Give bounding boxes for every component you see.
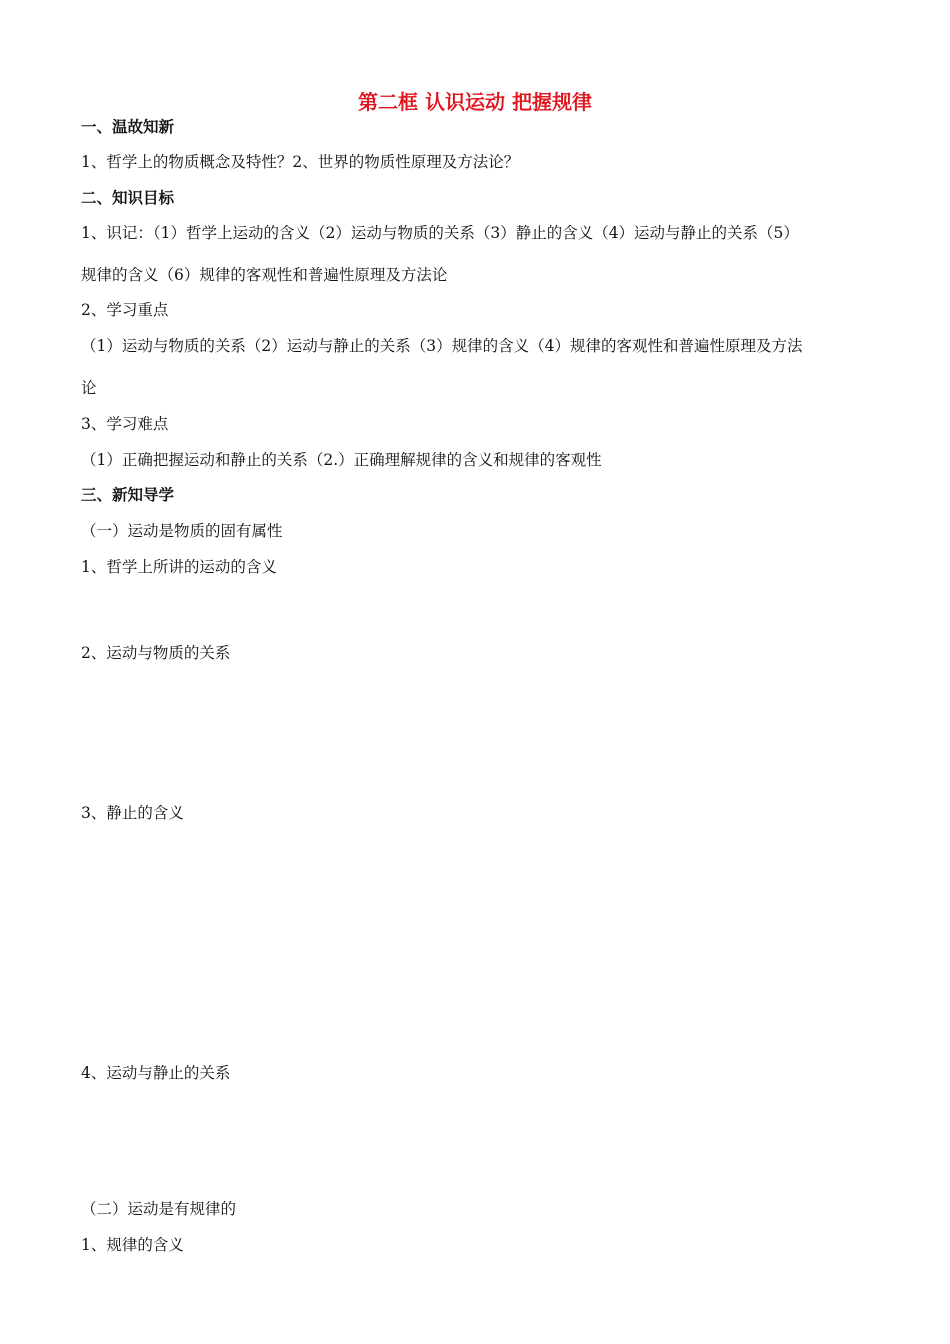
question-motion-rest: 4、运动与静止的关系 bbox=[81, 1064, 231, 1082]
key-points-line2: 论 bbox=[81, 379, 97, 397]
objective-memorize-line2: 规律的含义（6）规律的客观性和普遍性原理及方法论 bbox=[81, 266, 448, 284]
difficulties-label: 3、学习难点 bbox=[81, 415, 169, 433]
section-heading-objectives: 二、知识目标 bbox=[81, 189, 175, 207]
part2-title: （二）运动是有规律的 bbox=[81, 1200, 237, 1218]
key-points-line1: （1）运动与物质的关系（2）运动与静止的关系（3）规律的含义（4）规律的客观性和普遍性原理及方法 bbox=[81, 337, 803, 355]
review-questions: 1、哲学上的物质概念及特性？2、世界的物质性原理及方法论？ bbox=[81, 153, 520, 171]
difficulties-line1: （1）正确把握运动和静止的关系（2.）正确理解规律的含义和规律的客观性 bbox=[81, 451, 602, 469]
page-title: 第二框 认识运动 把握规律 bbox=[358, 90, 592, 114]
question-motion-matter: 2、运动与物质的关系 bbox=[81, 644, 231, 662]
key-points-label: 2、学习重点 bbox=[81, 301, 169, 319]
question-motion-meaning: 1、哲学上所讲的运动的含义 bbox=[81, 558, 277, 576]
question-rest-meaning: 3、静止的含义 bbox=[81, 804, 184, 822]
objective-memorize-line1: 1、识记：（1）哲学上运动的含义（2）运动与物质的关系（3）静止的含义（4）运动与静止的关系（5） bbox=[81, 224, 799, 242]
part1-title: （一）运动是物质的固有属性 bbox=[81, 522, 283, 540]
section-heading-new-knowledge: 三、新知导学 bbox=[81, 486, 175, 504]
question-law-meaning: 1、规律的含义 bbox=[81, 1236, 184, 1254]
section-heading-review: 一、温故知新 bbox=[81, 118, 175, 136]
